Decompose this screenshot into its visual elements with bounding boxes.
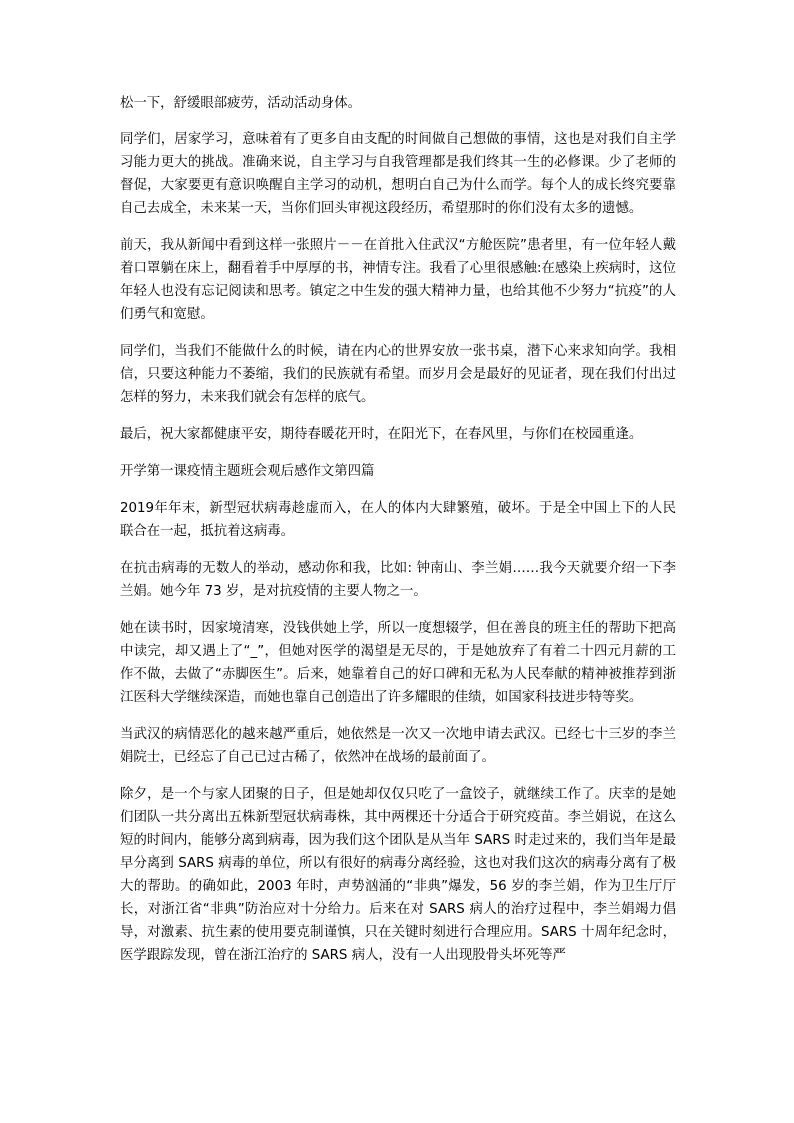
paragraph-6: 2019年年末，新型冠状病毒趁虚而入，在人的体内大肆繁殖，破坏。于是全中国上下的人民联合在一起，抵抗着这病毒。	[120, 501, 676, 539]
paragraph-7: 在抗击病毒的无数人的举动，感动你和我，比如: 钟南山、李兰娟……我今天就要介绍一下李兰娟。她今年 73 岁，是对抗疫情的主要人物之一。	[120, 561, 676, 599]
paragraph-3: 前天，我从新闻中看到这样一张照片－－在首批入住武汉“方舱医院”患者里，有一位年轻人戴着口罩躺在床上，翻看着手中厚厚的书，神情专注。我看了心里很感触:在感染上疾病时，这位年轻人也没有忘记阅读和思考。镇定之中生发的强大精神力量，也给其他不少努力“抗疫”的人们勇气和宽慰。	[120, 238, 676, 322]
paragraph-9: 当武汉的病情恶化的越来越严重后，她依然是一次又一次地申请去武汉。已经七十三岁的李兰娟院士，已经忘了自己已过古稀了，依然冲在战场的最前面了。	[120, 727, 676, 765]
section-heading: 开学第一课疫情主题班会观后感作文第四篇	[120, 464, 375, 479]
paragraph-8: 她在读书时，因家境清寒，没钱供她上学，所以一度想辍学，但在善良的班主任的帮助下把高中读完，却又遇上了“_”，但她对医学的渴望是无尽的，于是她放弃了有着二十四元月薪的工作不做，去做了“赤脚医生”。后来，她靠着自己的好口碑和无私为人民奉献的精神被推荐到浙江医科大学继续深造，而她也靠自己创造出了许多耀眼的佳绩，如国家科技进步特等奖。	[120, 621, 676, 705]
paragraph-1: 松一下，舒缓眼部疲劳，活动活动身体。	[120, 96, 362, 111]
paragraph-4: 同学们，当我们不能做什么的时候，请在内心的世界安放一张书桌，潜下心来求知向学。我相信，只要这种能力不萎缩，我们的民族就有希望。而岁月会是最好的见证者，现在我们付出过怎样的努力，未来我们就会有怎样的底气。	[120, 344, 676, 405]
document-body	[120, 92, 676, 981]
paragraph-5: 最后，祝大家都健康平安，期待春暖花开时，在阳光下，在春风里，与你们在校园重逢。	[120, 427, 643, 442]
paragraph-2: 同学们，居家学习，意味着有了更多自由支配的时间做自己想做的事情，这也是对我们自主学习能力更大的挑战。准确来说，自主学习与自我管理都是我们终其一生的必修课。少了老师的督促，大家要更有意识唤醒自主学习的动机，想明白自己为什么而学。每个人的成长终究要靠自己去成全，未来某一天，当你们回头审视这段经历，希望那时的你们没有太多的遗憾。	[120, 132, 676, 216]
paragraph-10: 除夕，是一个与家人团聚的日子，但是她却仅仅只吃了一盒饺子，就继续工作了。庆幸的是她们团队一共分离出五株新型冠状病毒株，其中两棵还十分适合于研究疫苗。李兰娟说，在这么短的时间内，能够分离到病毒，因为我们这个团队是从当年 SARS 时走过来的，我们当年是最早分离到 SARS 病毒的单位，所以有很好的病毒分离经验，这也对我们这次的病毒分离有了极大的帮助。的确如此，2003 年时，声势汹涌的“非典”爆发，56 岁的李兰娟，作为卫生厅厅长，对浙江省“非典”防治应对十分给力。后来在对 SARS 病人的治疗过程中，李兰娟竭力倡导，对激素、抗生素的使用要克制谨慎，只在关键时刻进行合理应用。SARS 十周年纪念时，医学跟踪发现，曾在浙江治疗的 SARS 病人，没有一人出现股骨头坏死等严	[120, 787, 676, 963]
